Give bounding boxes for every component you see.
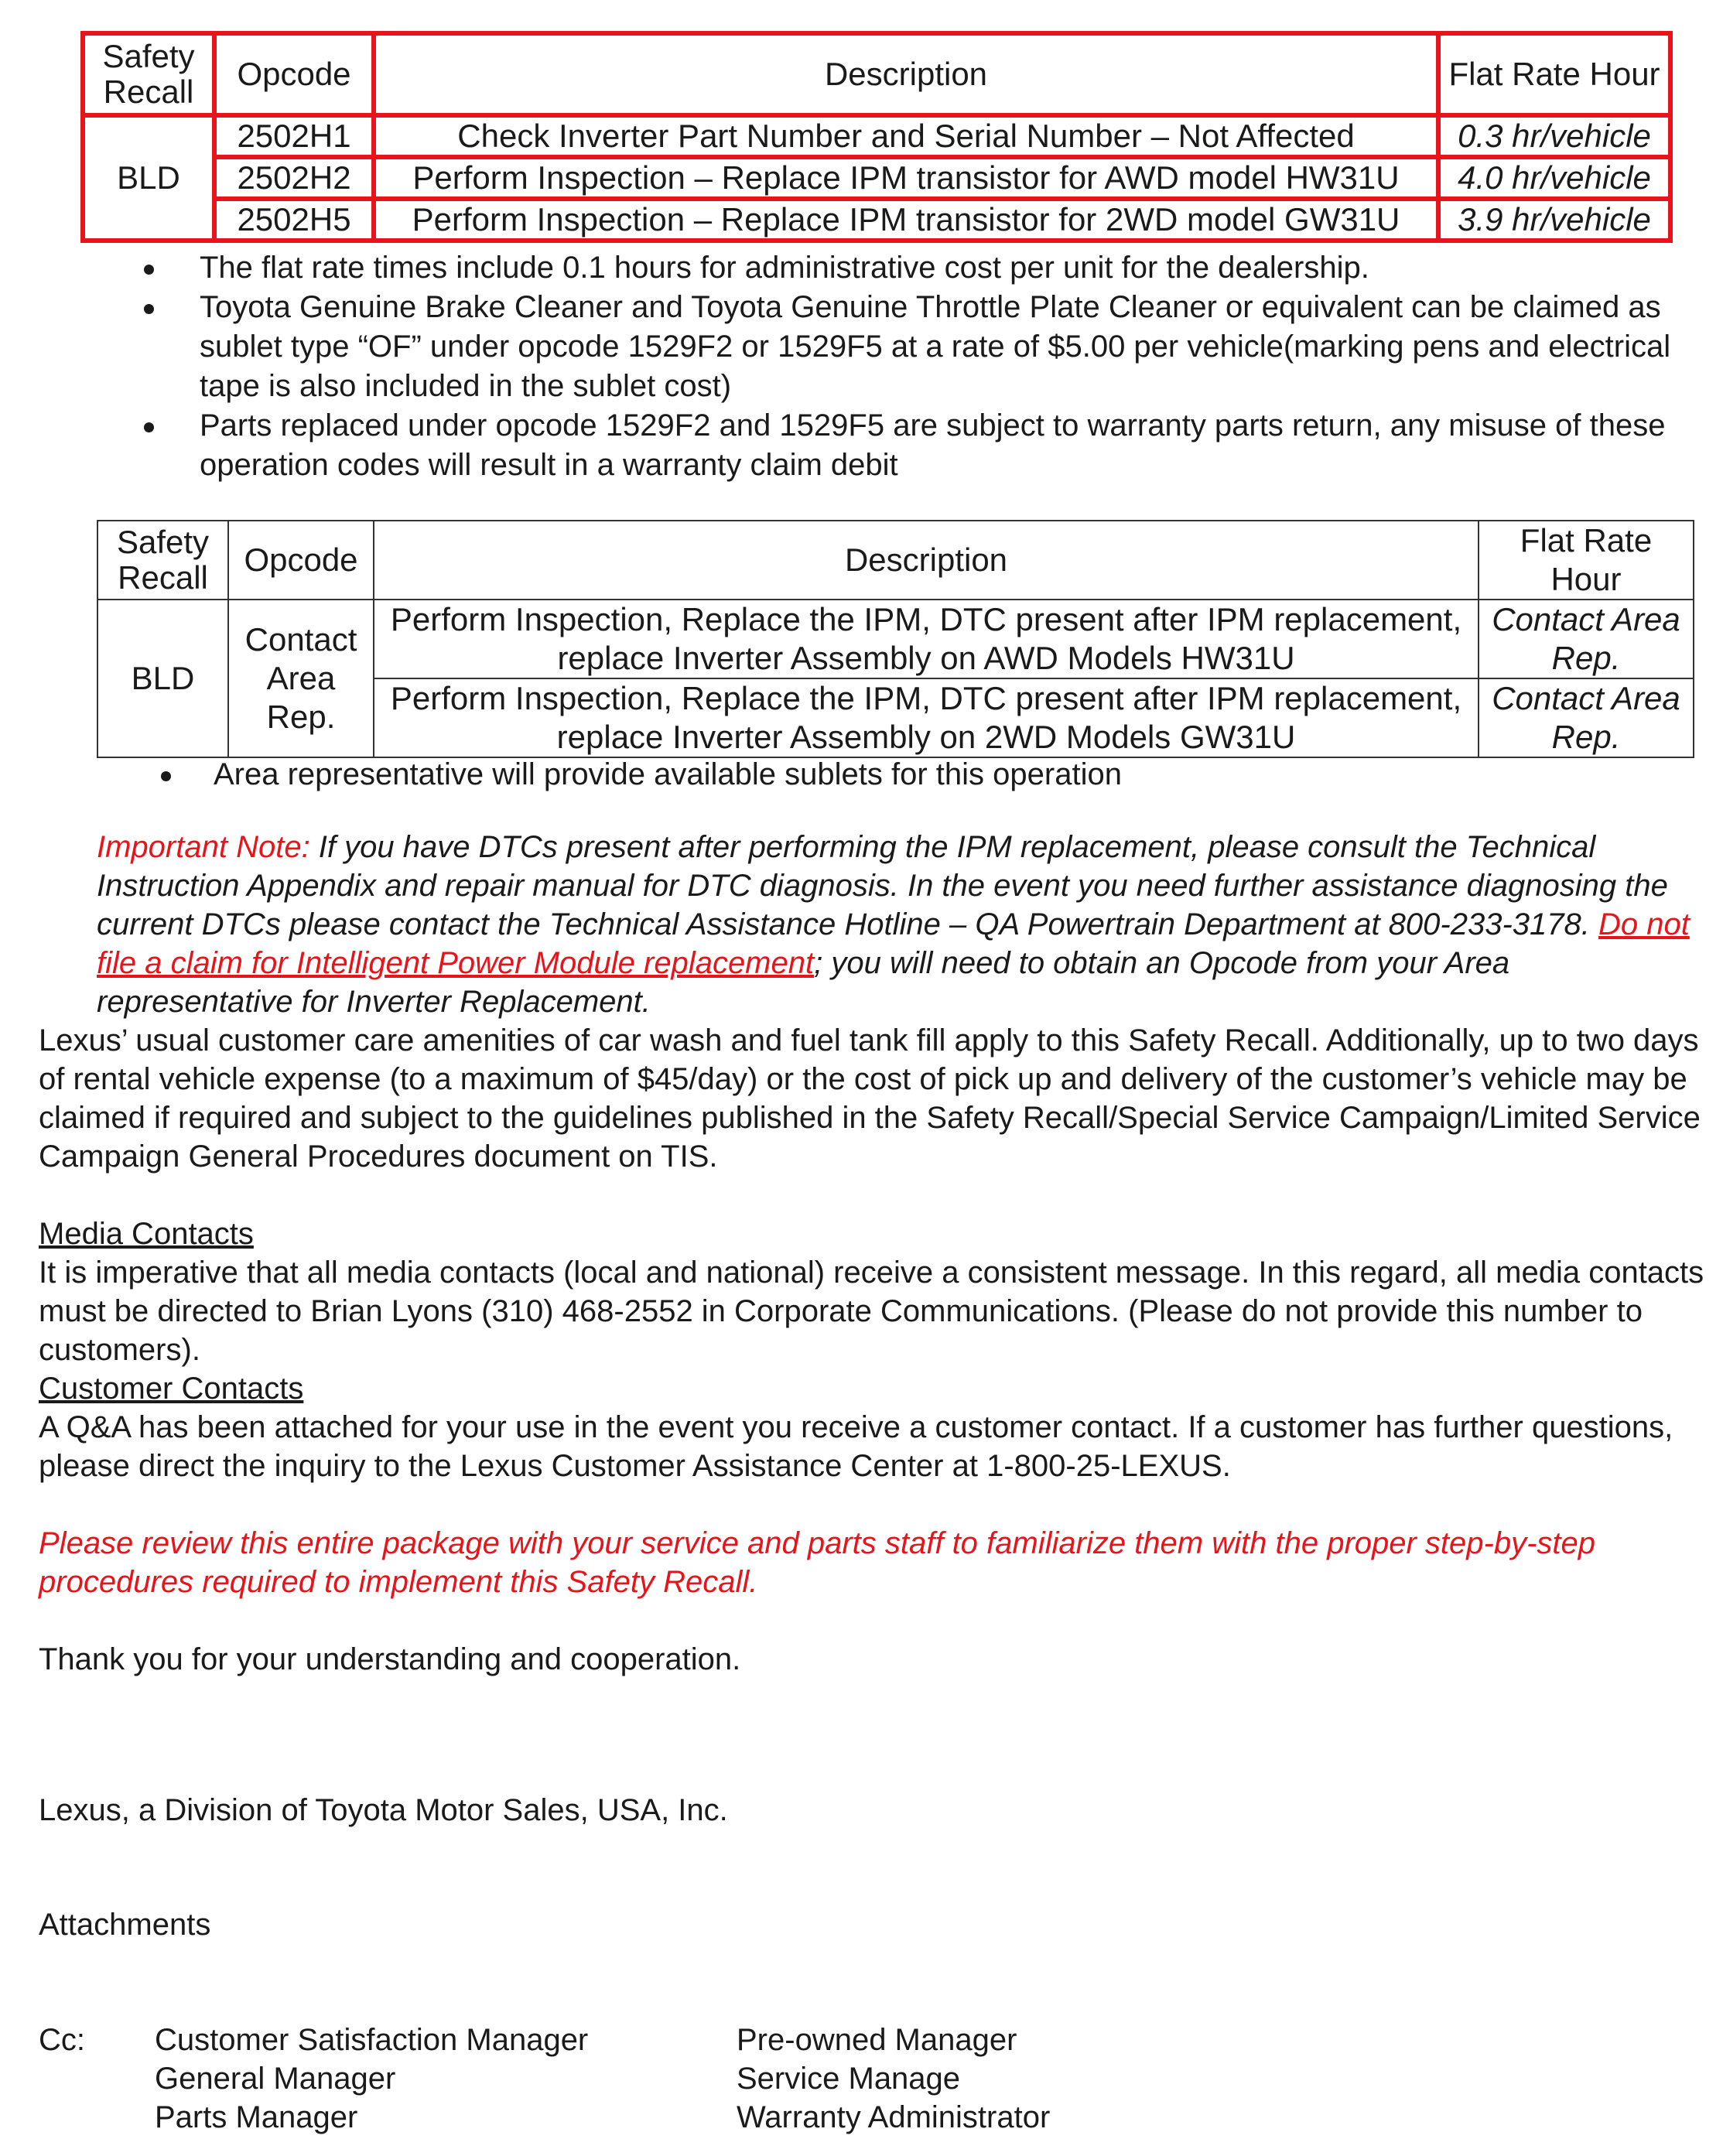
opcode-cell: Contact Area Rep.	[228, 600, 374, 757]
customer-contacts-text: A Q&A has been attached for your use in the event you receive a customer contact. If a customer has further questions, please direct the inquiry to the Lexus Customer Assistance Center at 1-800-25-LEXUS.	[39, 1410, 1673, 1483]
review-instruction: Please review this entire package with your service and parts staff to familiarize them with the proper step-by-step procedures required to implement this Safety Recall.	[39, 1526, 1596, 1599]
attachments-label: Attachments	[39, 1908, 211, 1942]
customer-contacts-section	[39, 1369, 1710, 1485]
amenities-paragraph: Lexus’ usual customer care amenities of car wash and fuel tank fill apply to this Safety Recall. Additionally, up to two days of rental vehicle expense (to a maximum of $45/day) or the cost of pick up and delivery of the customer’s vehicle may be claimed if required and subject to the guidelines published in the Safety Recall/Special Service Campaign/Limited Service Campaign General Procedures document on TIS.	[39, 1023, 1701, 1174]
header-safety-recall: Safety Recall	[83, 33, 214, 115]
important-note	[97, 828, 1706, 1021]
table-row	[97, 600, 1694, 678]
labor-table-primary	[80, 31, 1673, 243]
header-opcode: Opcode	[214, 33, 374, 115]
cc-recipients-left	[155, 2021, 588, 2137]
list-item	[200, 288, 1716, 406]
description-cell: Perform Inspection – Replace IPM transistor for 2WD model GW31U	[374, 199, 1438, 241]
description-cell: Perform Inspection – Replace IPM transistor for AWD model HW31U	[374, 157, 1438, 199]
media-contacts-text: It is imperative that all media contacts (local and national) receive a consistent message. In this regard, all media contacts must be directed to Brian Lyons (310) 468-2552 in Corporate Communications. (Please do not provide this number to customers).	[39, 1256, 1704, 1367]
list-item-text: Area representative will provide available sublets for this operation	[214, 757, 1122, 791]
list-item-text: The flat rate times include 0.1 hours for administrative cost per unit for the dealership.	[200, 251, 1369, 285]
area-rep-notes-list	[214, 755, 1684, 794]
bullet-icon	[144, 265, 154, 275]
list-item	[214, 755, 1684, 794]
thank-you-line: Thank you for your understanding and cooperation.	[39, 1642, 741, 1676]
header-description: Description	[374, 33, 1438, 115]
table-row	[83, 115, 1670, 157]
rate-cell: Contact Area Rep.	[1479, 600, 1694, 678]
list-item	[200, 406, 1716, 485]
description-cell: Perform Inspection, Replace the IPM, DTC present after IPM replacement, replace Inverter Assembly on AWD Models HW31U	[374, 600, 1479, 678]
table-header-row	[83, 33, 1670, 115]
list-item: Pre-owned Manager	[737, 2023, 1017, 2057]
table-row	[83, 199, 1670, 241]
important-note-warning: Do not file a claim for Intelligent Power Module replacement	[97, 907, 1690, 980]
list-item-text: Parts replaced under opcode 1529F2 and 1529F5 are subject to warranty parts return, any misuse of these operation codes will result in a warranty claim debit	[200, 408, 1666, 482]
flat-rate-notes-list	[200, 248, 1716, 485]
important-note-label: Important Note:	[97, 830, 310, 864]
cc-recipients-right	[737, 2021, 1050, 2137]
list-item: Warranty Administrator	[737, 2100, 1051, 2134]
description-cell: Check Inverter Part Number and Serial Number – Not Affected	[374, 115, 1438, 157]
list-item: Service Manage	[737, 2062, 961, 2096]
rate-cell: 0.3 hr/vehicle	[1438, 115, 1670, 157]
media-contacts-heading: Media Contacts	[39, 1217, 254, 1251]
bullet-icon	[144, 304, 154, 314]
header-safety-recall: Safety Recall	[97, 521, 228, 600]
list-item-text: Toyota Genuine Brake Cleaner and Toyota Genuine Throttle Plate Cleaner or equivalent can be claimed as sublet type “OF” under opcode 1529F2 or 1529F5 at a rate of $5.00 per vehicle(marking pens and electrical tape is also included in the sublet cost)	[200, 290, 1671, 403]
important-note-text: If you have DTCs present after performing the IPM replacement, please consult the Technical Instruction Appendix and repair manual for DTC diagnosis. In the event you need further assistance diagnosing the current DTCs please contact the Technical Assistance Hotline – QA Powertrain Department at 800-233-3178.	[97, 830, 1668, 941]
important-note-tail: ; you will need to obtain an Opcode from your Area representative for Inverter Replacement.	[97, 946, 1510, 1019]
opcode-cell: 2502H5	[214, 199, 374, 241]
cc-label: Cc:	[39, 2023, 85, 2057]
bullet-icon	[161, 771, 171, 781]
table-header-row	[97, 521, 1694, 600]
signature-line: Lexus, a Division of Toyota Motor Sales, USA, Inc.	[39, 1793, 728, 1827]
opcode-cell: 2502H1	[214, 115, 374, 157]
bullet-icon	[144, 422, 154, 432]
recall-code-cell: BLD	[97, 600, 228, 757]
opcode-cell: 2502H2	[214, 157, 374, 199]
table-row	[83, 157, 1670, 199]
header-opcode: Opcode	[228, 521, 374, 600]
list-item: Customer Satisfaction Manager	[155, 2023, 589, 2057]
header-flat-rate-hour: Flat Rate Hour	[1438, 33, 1670, 115]
header-flat-rate-hour: Flat Rate Hour	[1479, 521, 1694, 600]
labor-table-area-rep	[97, 520, 1694, 758]
rate-cell: Contact Area Rep.	[1479, 678, 1694, 757]
description-cell: Perform Inspection, Replace the IPM, DTC present after IPM replacement, replace Inverter Assembly on 2WD Models GW31U	[374, 678, 1479, 757]
customer-contacts-heading: Customer Contacts	[39, 1372, 304, 1406]
recall-code-cell: BLD	[83, 115, 214, 241]
list-item	[200, 248, 1716, 288]
list-item: General Manager	[155, 2062, 396, 2096]
header-description: Description	[374, 521, 1479, 600]
rate-cell: 4.0 hr/vehicle	[1438, 157, 1670, 199]
media-contacts-section	[39, 1215, 1710, 1369]
rate-cell: 3.9 hr/vehicle	[1438, 199, 1670, 241]
list-item: Parts Manager	[155, 2100, 358, 2134]
